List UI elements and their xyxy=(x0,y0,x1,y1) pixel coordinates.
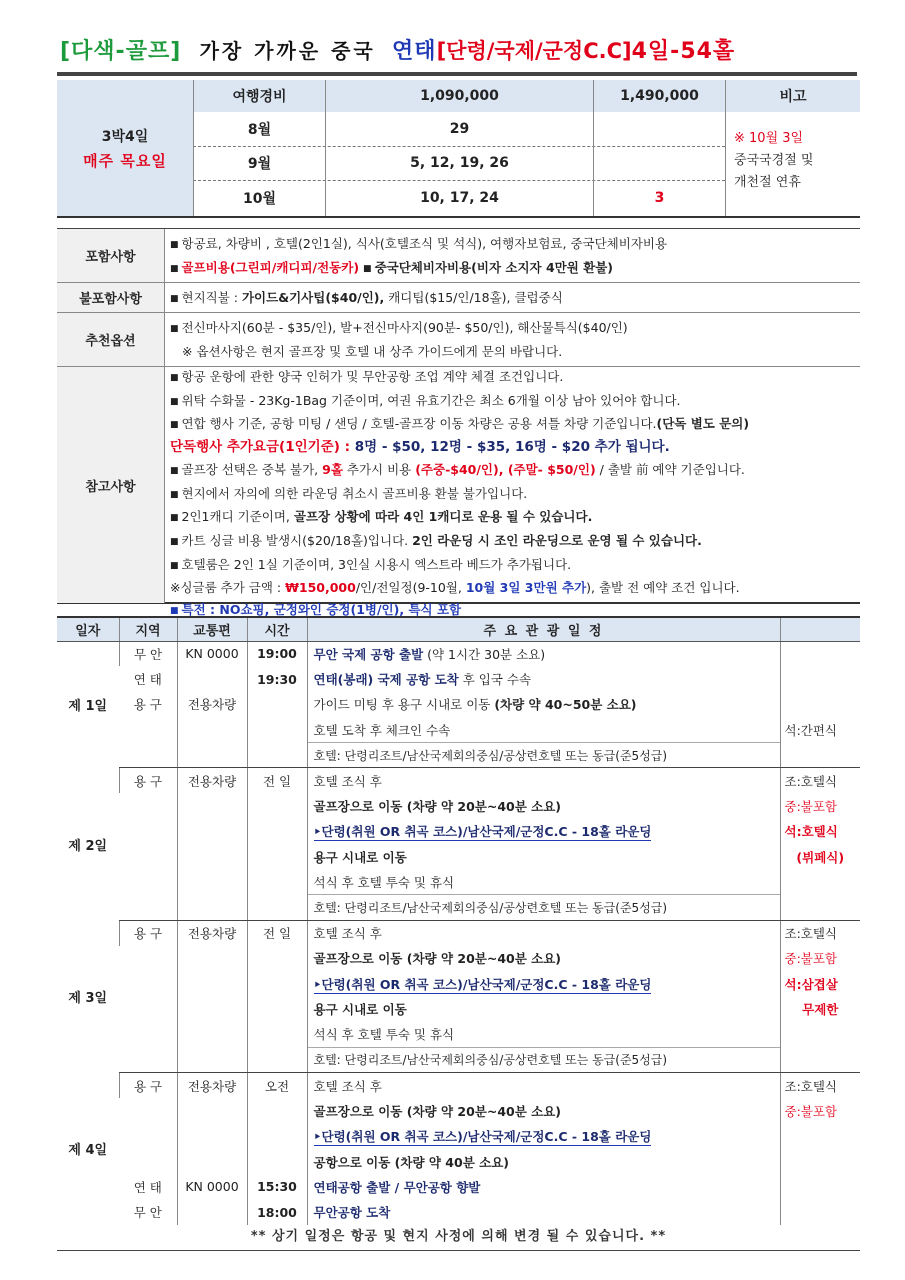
table-row xyxy=(57,844,860,869)
region: 용 구 xyxy=(133,697,162,713)
notes-label: 참고사항 xyxy=(57,367,165,603)
included-golf: 골프비용(그린피/캐디피/전동카) xyxy=(181,259,360,275)
excluded-label: 불포함사항 xyxy=(57,283,165,312)
table-row xyxy=(57,1073,860,1098)
day-4-label: 제 4일 xyxy=(68,1143,108,1159)
activity xyxy=(307,641,780,666)
note-2: 위탁 수화물 - 23Kg-1Bag 기준이며, 여권 유효기간은 최소 6개월 이상 남아 있어야 합니다. xyxy=(181,392,681,408)
note-4-label: 단독행사 추가요금(1인기준) : xyxy=(170,439,355,456)
note-10-price: ₩150,000 xyxy=(285,580,356,596)
included-line-1: 항공료, 차량비 , 호텔(2인1실), 식사(호텔조식 및 석식), 여행자보험료, 중국단체비자비용 xyxy=(181,236,668,251)
dates-aug: 29 xyxy=(325,112,593,146)
activity: 골프장으로 이동 (차량 약 20분~40분 소요) xyxy=(307,946,780,971)
excluded-row: 불포함사항 ■ 현지직불 : 가이드&기사팁($40/인), 캐디팁($15/인/18홀), 클럽중식 xyxy=(57,283,860,313)
options-line-2: ※ 옵션사항은 현지 골프장 및 호텔 내 상주 가이드에게 문의 바랍니다. xyxy=(182,343,563,359)
table-row xyxy=(57,1149,860,1174)
transport: KN 0000 xyxy=(177,641,247,666)
meal: 조:호텔식 xyxy=(780,1073,860,1098)
remarks-line-2: 중국국경절 및 xyxy=(734,153,814,168)
trip-length-cell xyxy=(57,80,193,216)
activity: 석식 후 호텔 투숙 및 휴식 xyxy=(307,870,780,895)
note-8-join: 2인 라운딩 시 조인 라운딩으로 운영 될 수 있습니다. xyxy=(412,532,702,548)
note-3-solo: (단독 별도 문의) xyxy=(656,416,750,432)
note-4-prices: 8명 - $50, 12명 - $35, 16명 - $20 추가 됩니다. xyxy=(354,439,670,456)
golf-round: 단령(취원 OR 취곡 코스)/남산국제/군정C.C - 18홀 라운딩 xyxy=(321,824,652,840)
remarks-line-1: ※ 10월 3일 xyxy=(734,131,804,146)
header-cost: 여행경비 xyxy=(193,80,325,112)
activity: 공항으로 이동 (차량 약 40분 소요) xyxy=(307,1149,780,1174)
meal: 석:호텔식 xyxy=(780,819,860,844)
meal: 중:불포함 xyxy=(780,946,860,971)
title-end: 4일-54홀 xyxy=(631,39,736,64)
activity xyxy=(307,692,780,717)
table-row xyxy=(57,1022,860,1047)
time: 전 일 xyxy=(247,768,307,793)
note-5-prices: (주중-$40/인), (주말- $50/인) xyxy=(415,461,596,477)
meal xyxy=(780,666,860,691)
included-label: 포함사항 xyxy=(57,229,165,282)
meal: 석:간편식 xyxy=(780,717,860,742)
header-price-1: 1,090,000 xyxy=(325,80,593,112)
transport: KN 0000 xyxy=(177,1174,247,1199)
excluded-rest: 캐디팁($15/인/18홀), 클럽중식 xyxy=(384,290,563,305)
schedule-header xyxy=(57,617,860,641)
activity: ‣단령(취원 OR 취곡 코스)/남산국제/군정C.C - 18홀 라운딩 xyxy=(307,971,780,996)
table-row xyxy=(57,768,860,793)
region: 연 태 xyxy=(133,1179,162,1195)
note-5e: / 출발 前 예약 기준입니다. xyxy=(595,461,745,477)
included-visa: 중국단체비자비용(비자 소지자 4만원 환불) xyxy=(374,259,614,275)
meal: (뷔페식) xyxy=(780,844,860,869)
title-courses: [단령/국제/군정C.C] xyxy=(436,38,632,63)
title-middle: 가장 가까운 중국 xyxy=(199,39,376,63)
extra-oct: 3 xyxy=(593,180,725,216)
table-row xyxy=(57,870,860,895)
options-line-1: 전신마사지(60분 - $35/인), 발+전신마사지(90분- $50/인), 해산물특식($40/인) xyxy=(181,320,628,335)
table-row xyxy=(57,895,860,920)
day-3-label: 제 3일 xyxy=(68,990,108,1006)
hotel-info: 호텔: 단령리조트/남산국제회의중심/공상련호텔 또는 동급(준5성급) xyxy=(307,895,780,920)
note-special: 특전 : NO쇼핑, 군정와인 증정(1병/인), 특식 포함 xyxy=(181,602,462,618)
hotel-info: 호텔: 단령리조트/남산국제회의중심/공상련호텔 또는 동급(준5성급) xyxy=(307,743,780,768)
activity: 골프장으로 이동 (차량 약 20분~40분 소요) xyxy=(307,1098,780,1123)
trip-length: 3박4일 xyxy=(101,128,149,145)
activity xyxy=(307,666,780,691)
activity-main: 가이드 미팅 후 용구 시내로 이동 xyxy=(313,697,495,713)
excluded-pre: 현지직불 : xyxy=(181,290,242,305)
table-row xyxy=(57,1174,860,1199)
activity: 호텔 조식 후 xyxy=(307,768,780,793)
meal: 조:호텔식 xyxy=(780,768,860,793)
day-2-label: 제 2일 xyxy=(68,838,108,854)
page-title xyxy=(60,34,860,70)
activity-main: 무안 국제 공항 출발 xyxy=(313,646,424,662)
meal: 중:불포함 xyxy=(780,793,860,818)
options-row: 추천옵션 ■ 전신마사지(60분 - $35/인), 발+전신마사지(90분- $50/인), 해산물특식($40/인) ※ 옵션사항은 현지 골프장 및 호텔 내 상주 가이드에게 문의 바랍니다. xyxy=(57,313,860,367)
activity: 석식 후 호텔 투숙 및 휴식 xyxy=(307,1022,780,1047)
region: 무 안 xyxy=(133,1205,162,1221)
meal xyxy=(780,692,860,717)
table-row xyxy=(57,946,860,971)
activity-note: 후 입국 수속 xyxy=(458,672,532,688)
info-table xyxy=(57,228,860,618)
extra-aug xyxy=(593,112,725,146)
note-5-holes: 9홀 xyxy=(322,461,343,477)
time: 15:30 xyxy=(247,1174,307,1199)
activity-main: 연태(봉래) 국제 공항 도착 xyxy=(313,672,459,688)
golf-round: 단령(취원 OR 취곡 코스)/남산국제/군정C.C - 18홀 라운딩 xyxy=(321,976,652,992)
note-9: 호텔룸은 2인 1실 기준이며, 3인실 시용시 엑스트라 베드가 추가됩니다. xyxy=(181,556,572,572)
region: 연 태 xyxy=(133,672,162,688)
col-day: 일자 xyxy=(57,617,119,641)
month-sep: 9월 xyxy=(193,146,325,180)
table-row xyxy=(57,641,860,666)
note-5c: 추가시 비용 xyxy=(342,461,416,477)
time: 전 일 xyxy=(247,920,307,945)
golf-round: 단령(취원 OR 취곡 코스)/남산국제/군정C.C - 18홀 라운딩 xyxy=(321,1129,652,1145)
table-row xyxy=(57,743,860,768)
meal: 중:불포함 xyxy=(780,1098,860,1123)
transport: 전용차량 xyxy=(177,768,247,793)
table-row xyxy=(57,666,860,691)
col-region: 지역 xyxy=(119,617,177,641)
price-table xyxy=(57,80,860,218)
note-7a: 2인1캐디 기준이며, xyxy=(181,509,294,525)
activity: 연태공항 출발 / 무안공항 향발 xyxy=(307,1174,780,1199)
included-row: 포함사항 ■ 항공료, 차량비 , 호텔(2인1실), 식사(호텔조식 및 석식), 여행자보험료, 중국단체비자비용 ■ 골프비용(그린피/캐디피/전동카) ■ 중국단체비자비용(비자 소지자 4만원 환불) xyxy=(57,229,860,283)
activity-note: (차량 약 40~50분 소요) xyxy=(494,697,637,713)
time: 오전 xyxy=(247,1073,307,1098)
activity: 골프장으로 이동 (차량 약 20분~40분 소요) xyxy=(307,793,780,818)
note-10a: ※싱글룸 추가 금액 : xyxy=(170,580,286,596)
region: 용 구 xyxy=(119,1073,177,1098)
header-remarks: 비고 xyxy=(725,80,860,112)
activity: ‣단령(취원 OR 취곡 코스)/남산국제/군정C.C - 18홀 라운딩 xyxy=(307,819,780,844)
note-8a: 카트 싱글 비용 발생시($20/18홀)입니다. xyxy=(181,532,413,548)
col-meals xyxy=(780,617,860,641)
table-row xyxy=(57,1098,860,1123)
activity: 용구 시내로 이동 xyxy=(307,844,780,869)
dates-sep: 5, 12, 19, 26 xyxy=(325,146,593,180)
dates-oct: 10, 17, 24 xyxy=(325,180,593,216)
remarks-line-3: 개천절 연휴 xyxy=(734,175,801,190)
hotel-info: 호텔: 단령리조트/남산국제회의중심/공상련호텔 또는 동급(준5성급) xyxy=(307,1047,780,1072)
note-5a: 골프장 선택은 중복 불가, xyxy=(181,461,323,477)
table-row xyxy=(57,793,860,818)
excluded-guide-tip: 가이드&기사팁($40/인), xyxy=(241,290,385,305)
day-1-label: 제 1일 xyxy=(68,699,108,715)
time: 18:00 xyxy=(247,1200,307,1225)
activity: ‣단령(취원 OR 취곡 코스)/남산국제/군정C.C - 18홀 라운딩 xyxy=(307,1123,780,1148)
time xyxy=(247,692,307,717)
activity: 무안공항 도착 xyxy=(307,1200,780,1225)
transport: 전용차량 xyxy=(177,1073,247,1098)
note-7-caddie: 골프장 상황에 따라 4인 1캐디로 운용 될 수 있습니다. xyxy=(293,509,593,525)
note-10c: /인/전일정(9-10월, xyxy=(355,580,466,596)
region: 용 구 xyxy=(119,768,177,793)
month-aug: 8월 xyxy=(193,112,325,146)
table-row xyxy=(57,819,860,844)
activity: 호텔 조식 후 xyxy=(307,1073,780,1098)
col-transport: 교통편 xyxy=(177,617,247,641)
table-row xyxy=(57,1047,860,1072)
meal: 석:삼겹살 xyxy=(780,971,860,996)
transport xyxy=(177,1200,247,1225)
transport: 전용차량 xyxy=(177,692,247,717)
table-row xyxy=(57,692,860,717)
meal: 조:호텔식 xyxy=(780,920,860,945)
month-oct: 10월 xyxy=(193,180,325,216)
meal xyxy=(780,641,860,666)
header-price-2: 1,490,000 xyxy=(593,80,725,112)
time: 19:30 xyxy=(247,666,307,691)
transport xyxy=(177,666,247,691)
table-row xyxy=(57,920,860,945)
activity: 호텔 조식 후 xyxy=(307,920,780,945)
remarks-note xyxy=(725,112,860,216)
table-row xyxy=(57,996,860,1021)
footer-disclaimer: ** 상기 일정은 항공 및 현지 사정에 의해 변경 될 수 있습니다. ** xyxy=(57,1225,860,1251)
note-6: 현지에서 자의에 의한 라운딩 취소시 골프비용 환불 불가입니다. xyxy=(181,485,528,501)
activity: 호텔 도착 후 체크인 수속 xyxy=(307,717,780,742)
extra-sep xyxy=(593,146,725,180)
title-city: 연태 xyxy=(392,39,437,64)
col-time: 시간 xyxy=(247,617,307,641)
table-row xyxy=(57,971,860,996)
title-underline xyxy=(57,72,857,76)
table-row xyxy=(57,1123,860,1148)
notes-row: 참고사항 ■ 항공 운항에 관한 양국 인허가 및 무안공항 조업 계약 체결 조건입니다. ■ 위탁 수화물 - 23Kg-1Bag 기준이며, 여권 유효기간은 최소 6개월 이상 남아 있어야 합니다. ■ 연합 행사 기준, 공항 미팅 / 샌딩 / 호텔-골프장 이동 차량은 공용 셔틀 차량 기준입니다.(단독 별도 문의) 단독행사 추가요금(1인기준) : 8명 - $50, 12명 - $35, 16명 - $20 추가 됩니다. ■ 골프장 선택은 중복 불가, 9홀 추가시 비용 (주중-$40/인), (주말- $50/인) / 출발 前 예약 기준입니다. ■ 현지에서 자의에 의한 라운딩 취소시 골프비용 환불 불가입니다. ■ 2인1캐디 기준이며, 골프장 상황에 따라 4인 1캐디로 운용 될 수 있습니다. ■ 카트 싱글 비용 발생시($20/18홀)입니다. 2인 라운딩 시 조인 라운딩으로 운영 될 수 있습니다. ■ 호텔룸은 2인 1실 기준이며, 3인실 시용시 엑스트라 베드가 추가됩니다. ※싱글룸 추가 금액 : ₩150,000/인/전일정(9-10월, 10월 3일 3만원 추가), 출발 전 예약 조건 입니다. ■ 특전 : NO쇼핑, 군정와인 증정(1병/인), 특식 포함 xyxy=(57,367,860,603)
options-label: 추천옵션 xyxy=(57,313,165,366)
activity: 용구 시내로 이동 xyxy=(307,996,780,1021)
note-10e: ), 출발 전 예약 조건 입니다. xyxy=(586,580,740,596)
activity-note: (약 1시간 30분 소요) xyxy=(423,646,546,662)
note-3: 연합 행사 기준, 공항 미팅 / 샌딩 / 호텔-골프장 이동 차량은 공용 셔틀 차량 기준입니다. xyxy=(181,416,657,432)
time: 19:00 xyxy=(247,641,307,666)
note-1: 항공 운항에 관한 양국 인허가 및 무안공항 조업 계약 체결 조건입니다. xyxy=(181,369,564,384)
region: 무 안 xyxy=(119,641,177,666)
table-row xyxy=(57,1200,860,1225)
col-itinerary: 주 요 관 광 일 정 xyxy=(307,617,780,641)
transport: 전용차량 xyxy=(177,920,247,945)
table-row xyxy=(57,717,860,742)
region: 용 구 xyxy=(119,920,177,945)
departure-day: 매주 목요일 xyxy=(83,151,167,170)
meal: 무제한 xyxy=(780,996,860,1021)
schedule-table xyxy=(57,616,860,1252)
title-brand: [다색-골프] xyxy=(60,39,182,64)
note-10-extra: 10월 3일 3만원 추가 xyxy=(465,580,587,596)
